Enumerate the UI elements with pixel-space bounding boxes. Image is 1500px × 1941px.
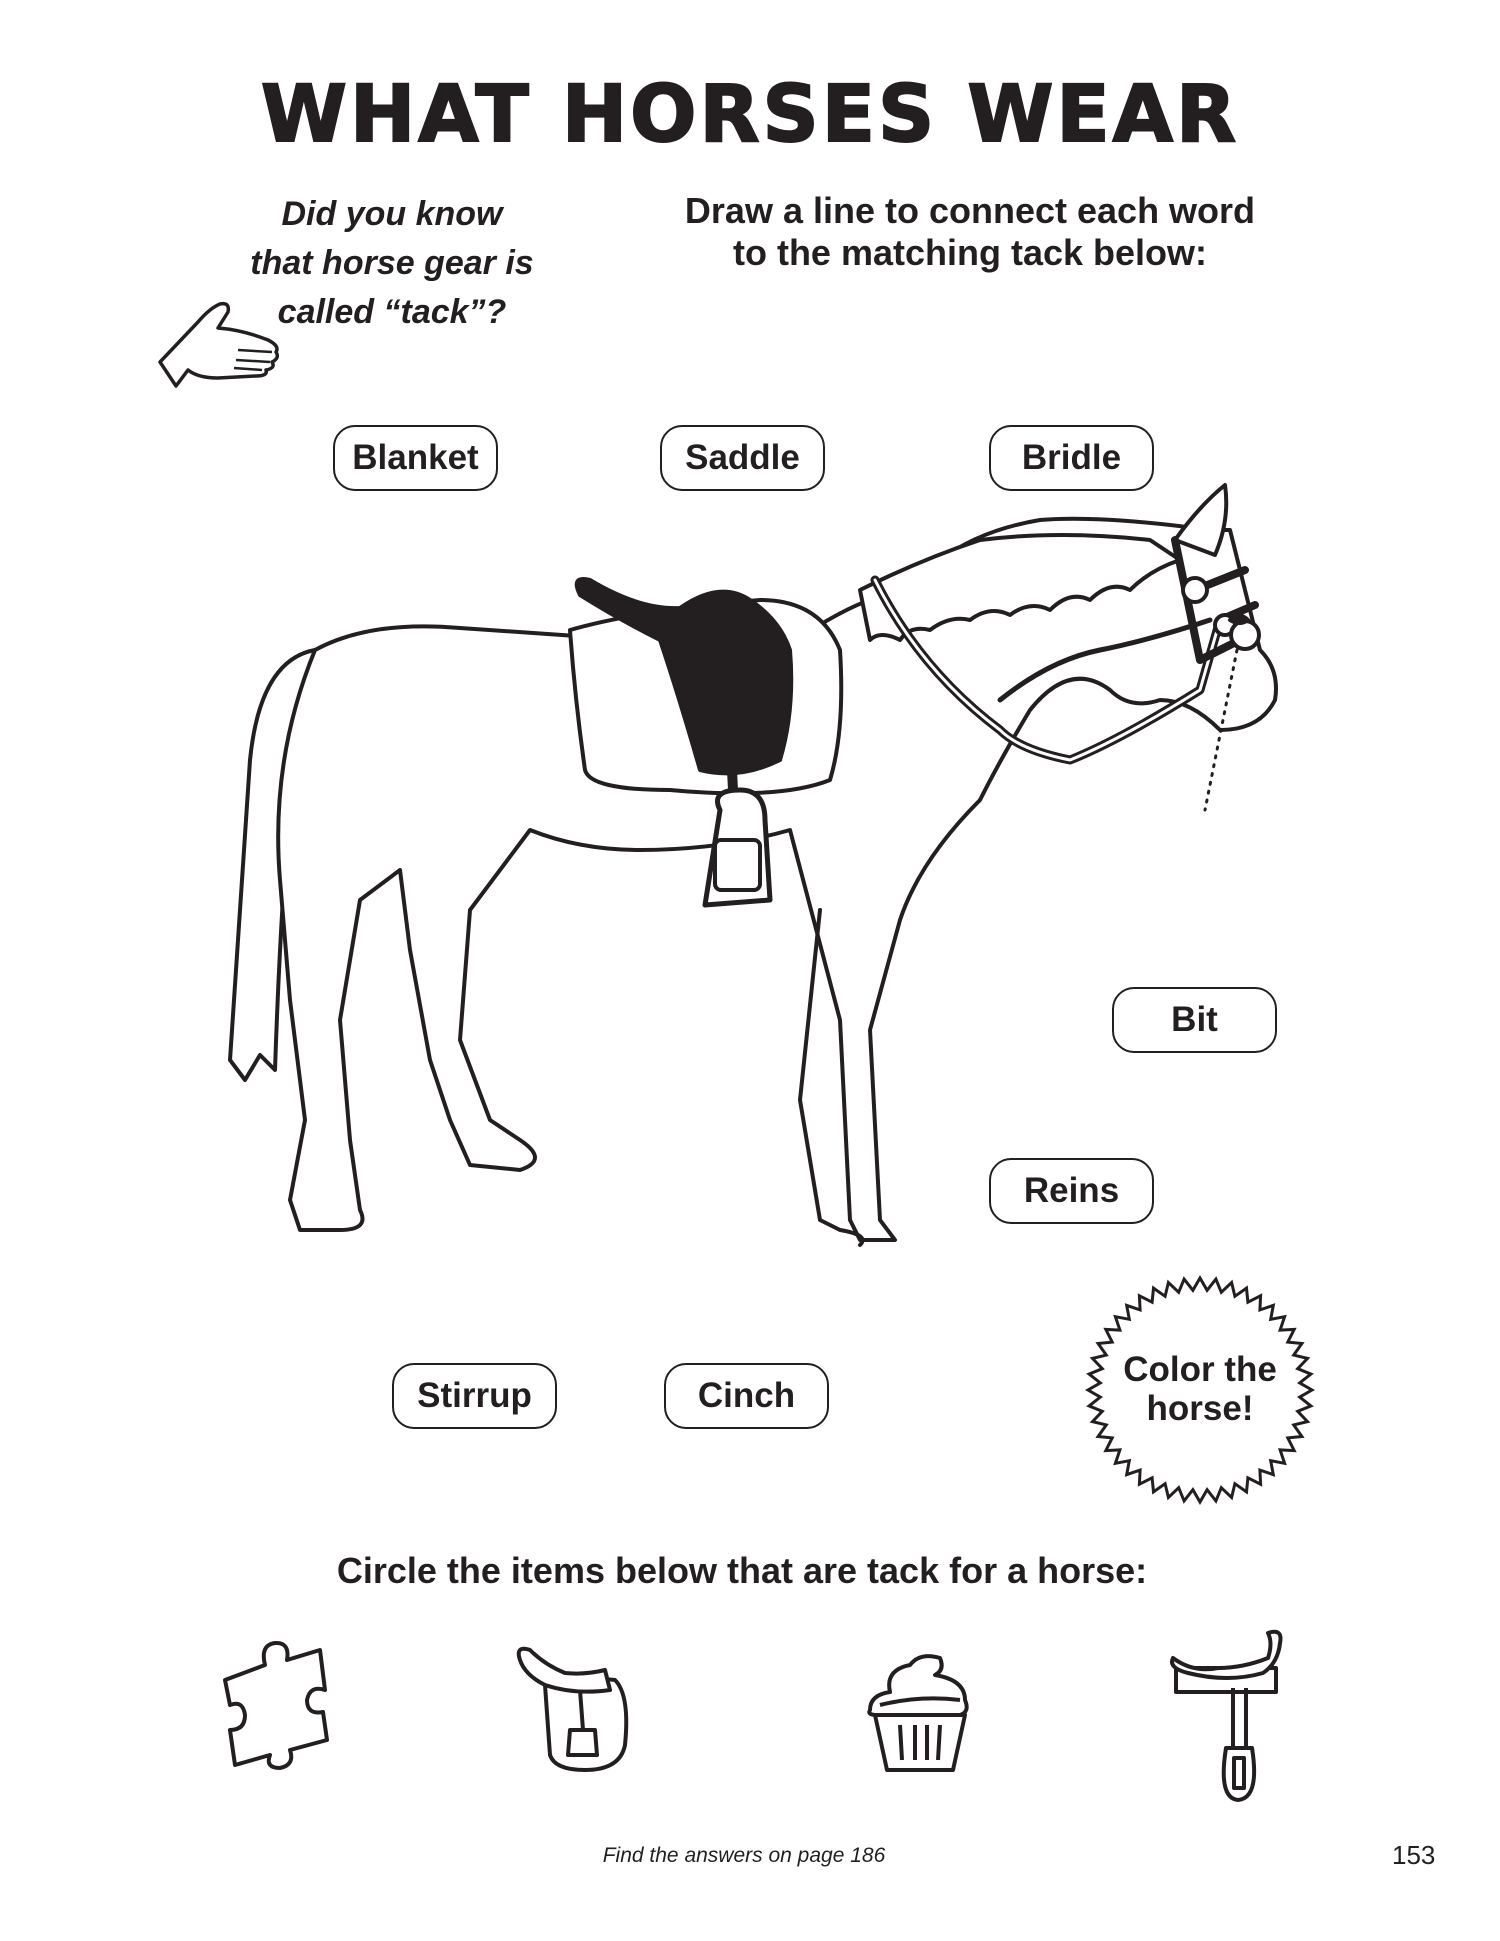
bit-ring: [1231, 621, 1259, 649]
footer-answers-note: Find the answers on page 186: [602, 1844, 886, 1867]
instruction-line: to the matching tack below:: [732, 232, 1208, 273]
burst-line: Color the: [1123, 1350, 1277, 1389]
instruction-line: Draw a line to connect each word: [684, 190, 1256, 231]
cupcake-icon[interactable]: [865, 1650, 975, 1775]
page-title: WHAT HORSES WEAR: [260, 70, 1240, 160]
pointing-hand-icon: [158, 300, 283, 388]
puzzle-piece-icon[interactable]: [215, 1640, 330, 1770]
intro-line: that horse gear is: [250, 244, 534, 282]
word-reins[interactable]: Reins: [989, 1158, 1154, 1224]
intro-line: Did you know: [281, 195, 503, 233]
horse-illustration: [220, 500, 1330, 1300]
english-saddle-icon[interactable]: [515, 1645, 635, 1775]
circle-instruction: Circle the items below that are tack for a horse:: [336, 1550, 1148, 1591]
word-stirrup[interactable]: Stirrup: [392, 1363, 557, 1429]
burst-text: [1100, 1350, 1300, 1428]
western-saddle-icon[interactable]: [1168, 1628, 1293, 1803]
word-bridle[interactable]: Bridle: [989, 425, 1154, 491]
burst-line: horse!: [1146, 1389, 1254, 1428]
word-blanket[interactable]: Blanket: [333, 425, 498, 491]
intro-line: called “tack”?: [277, 293, 507, 331]
instruction-text: [640, 190, 1300, 274]
word-cinch[interactable]: Cinch: [664, 1363, 829, 1429]
word-saddle[interactable]: Saddle: [660, 425, 825, 491]
page-number: 153: [1392, 1840, 1436, 1870]
word-bit[interactable]: Bit: [1112, 987, 1277, 1053]
